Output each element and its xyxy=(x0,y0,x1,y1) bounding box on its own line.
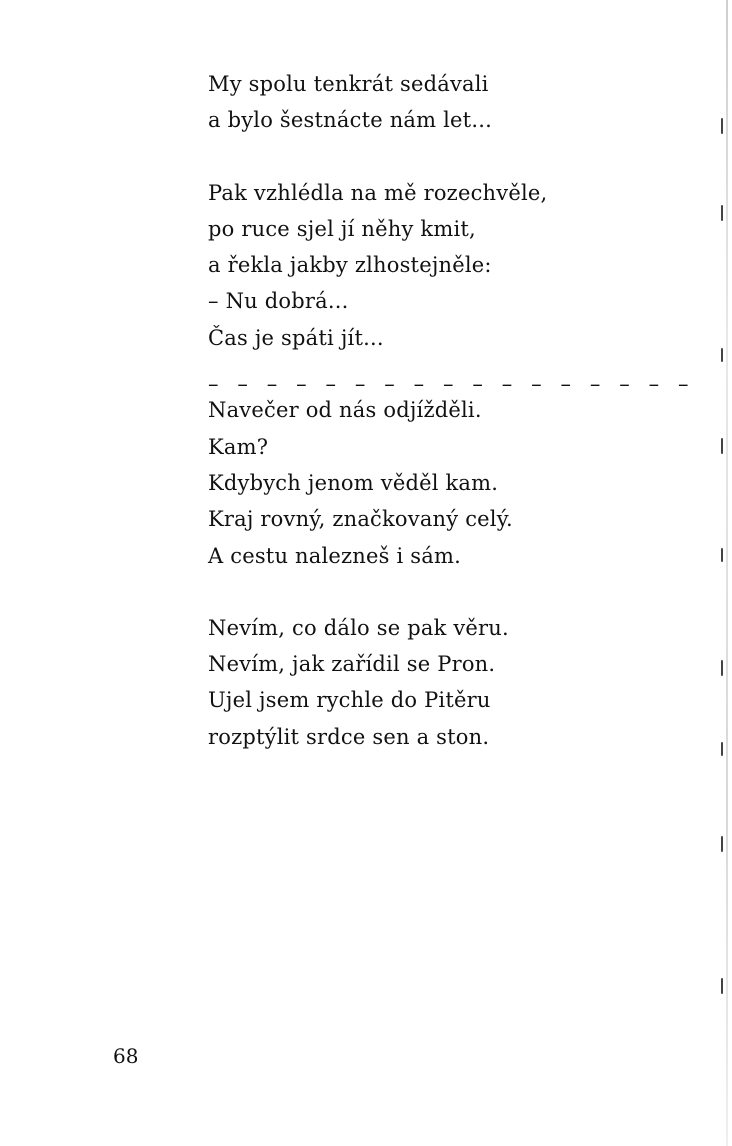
stanza-2 xyxy=(208,175,608,356)
scan-mark xyxy=(721,660,723,676)
verse-line: rozptýlit srdce sen a ston. xyxy=(208,724,490,749)
stanza-4 xyxy=(208,610,608,755)
scan-mark xyxy=(721,548,723,562)
page-gutter-edge xyxy=(726,0,728,1146)
verse-line: A cestu nalezneš i sám. xyxy=(208,543,461,568)
verse-line: Navečer od nás odjížděli. xyxy=(208,398,482,423)
verse-line: Čas je spáti jít... xyxy=(208,325,384,350)
scan-mark xyxy=(721,742,723,756)
verse-line: a bylo šestnácte nám let... xyxy=(208,108,492,133)
scan-mark xyxy=(721,438,723,454)
verse-line: Nevím, co dálo se pak věru. xyxy=(208,615,509,640)
stanza-3 xyxy=(208,392,608,573)
verse-line: Kam? xyxy=(208,434,269,459)
divider-dashes: – – – – – – – – – – – – – – – – – xyxy=(208,372,695,397)
scan-mark xyxy=(721,836,723,852)
scan-mark xyxy=(721,118,723,134)
stanza-1 xyxy=(208,66,608,139)
scan-mark xyxy=(721,978,723,994)
verse-line: Kdybych jenom věděl kam. xyxy=(208,470,499,495)
scan-mark xyxy=(721,205,723,221)
verse-line: Kraj rovný, značkovaný celý. xyxy=(208,507,513,532)
verse-line: Pak vzhlédla na mě rozechvěle, xyxy=(208,180,548,205)
poem xyxy=(208,66,695,755)
verse-line: Ujel jsem rychle do Pitěru xyxy=(208,688,491,713)
dashed-divider xyxy=(208,356,695,397)
verse-line: My spolu tenkrát sedávali xyxy=(208,72,489,96)
verse-line: Nevím, jak zařídil se Pron. xyxy=(208,652,496,677)
verse-line: – Nu dobrá... xyxy=(208,289,349,314)
page-number: 68 xyxy=(113,1044,139,1068)
verse-line: po ruce sjel jí něhy kmit, xyxy=(208,216,476,241)
verse-line: a řekla jakby zlhostejněle: xyxy=(208,253,492,278)
scan-mark xyxy=(721,348,723,362)
